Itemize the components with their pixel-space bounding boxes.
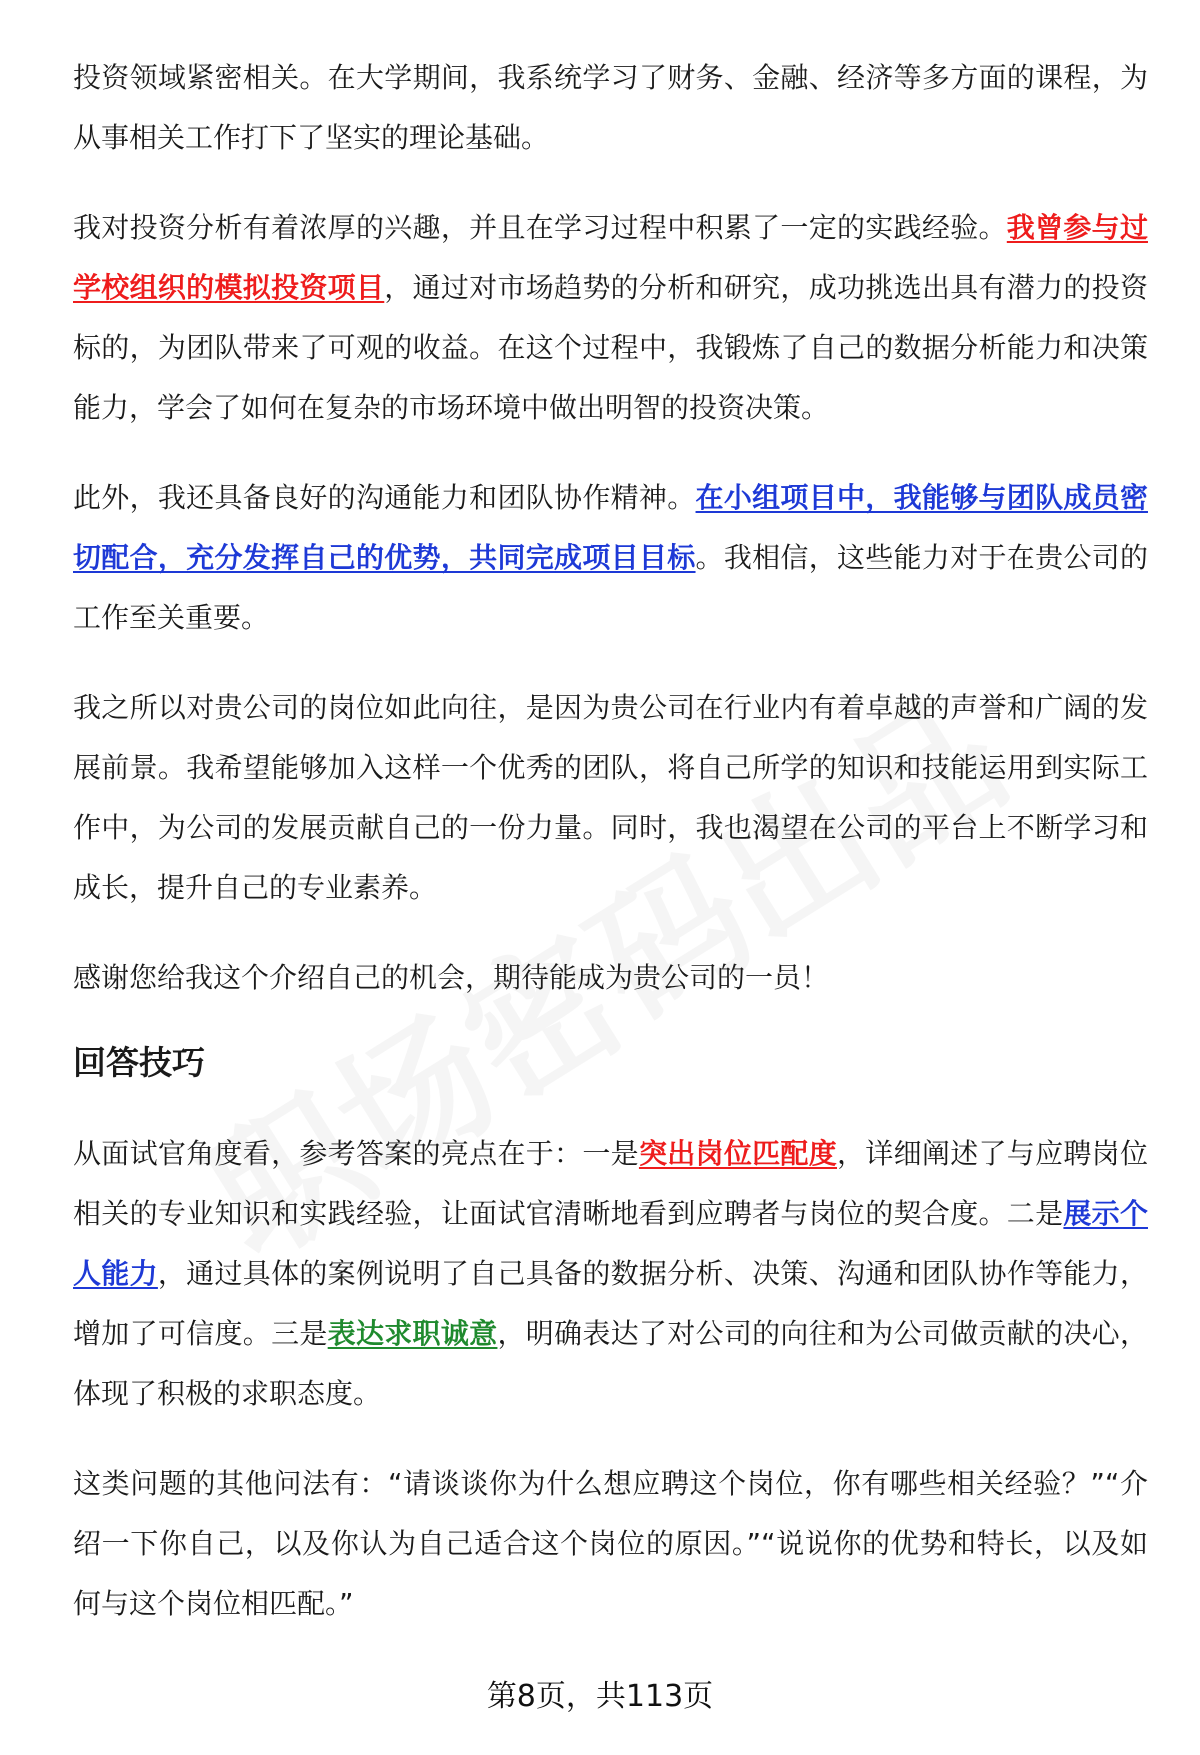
page-number: 第8页，共113页 xyxy=(486,1679,714,1714)
paragraph-experience-rest: ，通过对市场趋势的分析和研究，成功挑选出具有潜力的投资标的，为团队带来了可观的收益。在这个过程中，我锻炼了自己的数据分析能力和决策能力，学会了如何在复杂的市场环境中做出明智的投资决策。 xyxy=(73,271,1148,424)
paragraph-experience xyxy=(73,198,1148,438)
section-title: 回答技巧 xyxy=(73,1043,205,1082)
tips-text-4: ，明确表达了对公司的向往和为公司做贡献的决心，体现了积极的求职态度。 xyxy=(73,1317,1148,1410)
paragraph-education: 投资领域紧密相关。在大学期间，我系统学习了财务、金融、经济等多方面的课程，为从事相关工作打下了坚实的理论基础。 xyxy=(73,61,1148,154)
paragraph-teamwork-text: 此外，我还具备良好的沟通能力和团队协作精神。 xyxy=(73,481,696,514)
paragraph-motivation: 我之所以对贵公司的岗位如此向往，是因为贵公司在行业内有着卓越的声誉和广阔的发展前景。我希望能够加入这样一个优秀的团队，将自己所学的知识和技能运用到实际工作中，为公司的发展贡献自己的一份力量。同时，我也渴望在公司的平台上不断学习和成长，提升自己的专业素养。 xyxy=(73,691,1148,904)
highlight-personal-ability: 展示个人能力 xyxy=(73,1197,1148,1290)
highlight-simulated-investment: 我曾参与过学校组织的模拟投资项目 xyxy=(73,211,1148,304)
tips-text-3: ，通过具体的案例说明了自己具备的数据分析、决策、沟通和团队协作等能力，增加了可信度。三是 xyxy=(73,1257,1148,1350)
paragraph-other-questions: 这类问题的其他问法有：“请谈谈你为什么想应聘这个岗位，你有哪些相关经验？”“介绍一下你自己，以及你认为自己适合这个岗位的原因。”“说说你的优势和特长，以及如何与这个岗位相匹配。” xyxy=(73,1467,1148,1620)
tips-text-1: 从面试官角度看，参考答案的亮点在于：一是 xyxy=(73,1137,639,1170)
paragraph-closing: 感谢您给我这个介绍自己的机会，期待能成为贵公司的一员！ xyxy=(73,961,830,994)
tips-text-2: ，详细阐述了与应聘岗位相关的专业知识和实践经验，让面试官清晰地看到应聘者与岗位的契合度。二是 xyxy=(73,1137,1148,1230)
paragraph-experience-text: 我对投资分析有着浓厚的兴趣，并且在学习过程中积累了一定的实践经验。 xyxy=(73,211,1007,244)
page-content xyxy=(73,48,1148,1664)
paragraph-teamwork-rest: 。我相信，这些能力对于在贵公司的工作至关重要。 xyxy=(73,541,1148,634)
paragraph-teamwork xyxy=(73,468,1148,648)
highlight-team-project: 在小组项目中，我能够与团队成员密切配合，充分发挥自己的优势，共同完成项目目标 xyxy=(73,481,1148,574)
highlight-sincerity: 表达求职诚意 xyxy=(327,1317,498,1350)
highlight-job-match: 突出岗位匹配度 xyxy=(638,1137,838,1170)
paragraph-answer-tips xyxy=(73,1124,1148,1424)
